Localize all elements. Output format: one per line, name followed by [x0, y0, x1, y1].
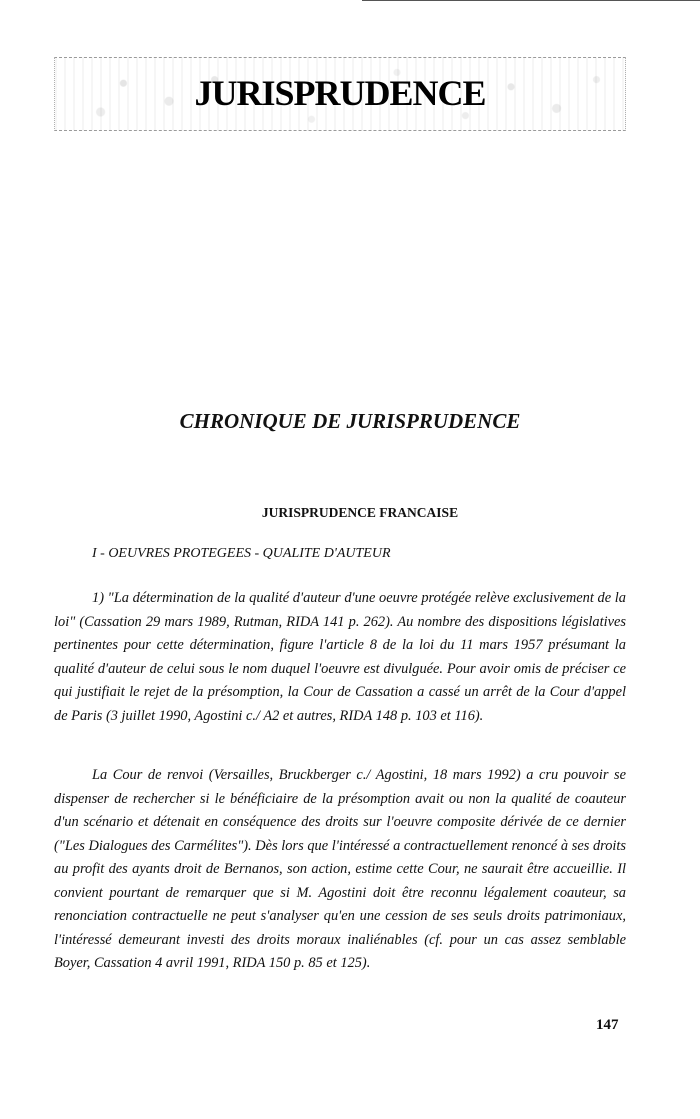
banner-title: JURISPRUDENCE [194, 73, 486, 113]
header-banner [54, 57, 626, 131]
paragraph-1: 1) "La détermination de la qualité d'auteur d'une oeuvre protégée relève exclusivement de la loi" (Cassation 29 mars 1989, Rutman, RIDA 141 p. 262). Au nombre des dispositions législatives pertinentes pour cette détermination, figure l'article 8 de la loi du 11 mars 1957 présumant la qualité d'auteur de celui sous le nom duquel l'oeuvre est divulguée. Pour avoir omis de préciser ce qui justifiait le rejet de la présomption, la Cour de Cassation a cassé un arrêt de la Cour d'appel de Paris (3 juillet 1990, Agostini c./ A2 et autres, RIDA 148 p. 103 et 116). [54, 590, 626, 724]
chronique-title: CHRONIQUE DE JURISPRUDENCE [179, 409, 521, 433]
subsection-heading: I - OEUVRES PROTEGEES - QUALITE D'AUTEUR [92, 546, 391, 561]
top-rule [362, 0, 700, 1]
page-number: 147 [596, 1017, 619, 1033]
section-title: JURISPRUDENCE FRANCAISE [261, 505, 459, 520]
paragraph-2: La Cour de renvoi (Versailles, Bruckberger c./ Agostini, 18 mars 1992) a cru pouvoir se dispenser de rechercher si le bénéficiaire de la présomption avait ou non la qualité de coauteur d'un scénario et détenait en conséquence des droits sur l'oeuvre composite dérivée de ce dernier ("Les Dialogues des Carmélites"). Dès lors que l'intéressé a contractuellement renoncé à ses droits au profit des ayants droit de Bernanos, son action, estime cette Cour, ne saurait être accueillie. Il convient pourtant de remarquer que si M. Agostini doit être reconnu légalement coauteur, sa renonciation contractuelle ne peut s'analyser qu'en une cession de ses seuls droits patrimoniaux, l'intéressé demeurant investi des droits moraux inaliénables (cf. pour un cas assez semblable Boyer, Cassation 4 avril 1991, RIDA 150 p. 85 et 125). [54, 767, 626, 971]
